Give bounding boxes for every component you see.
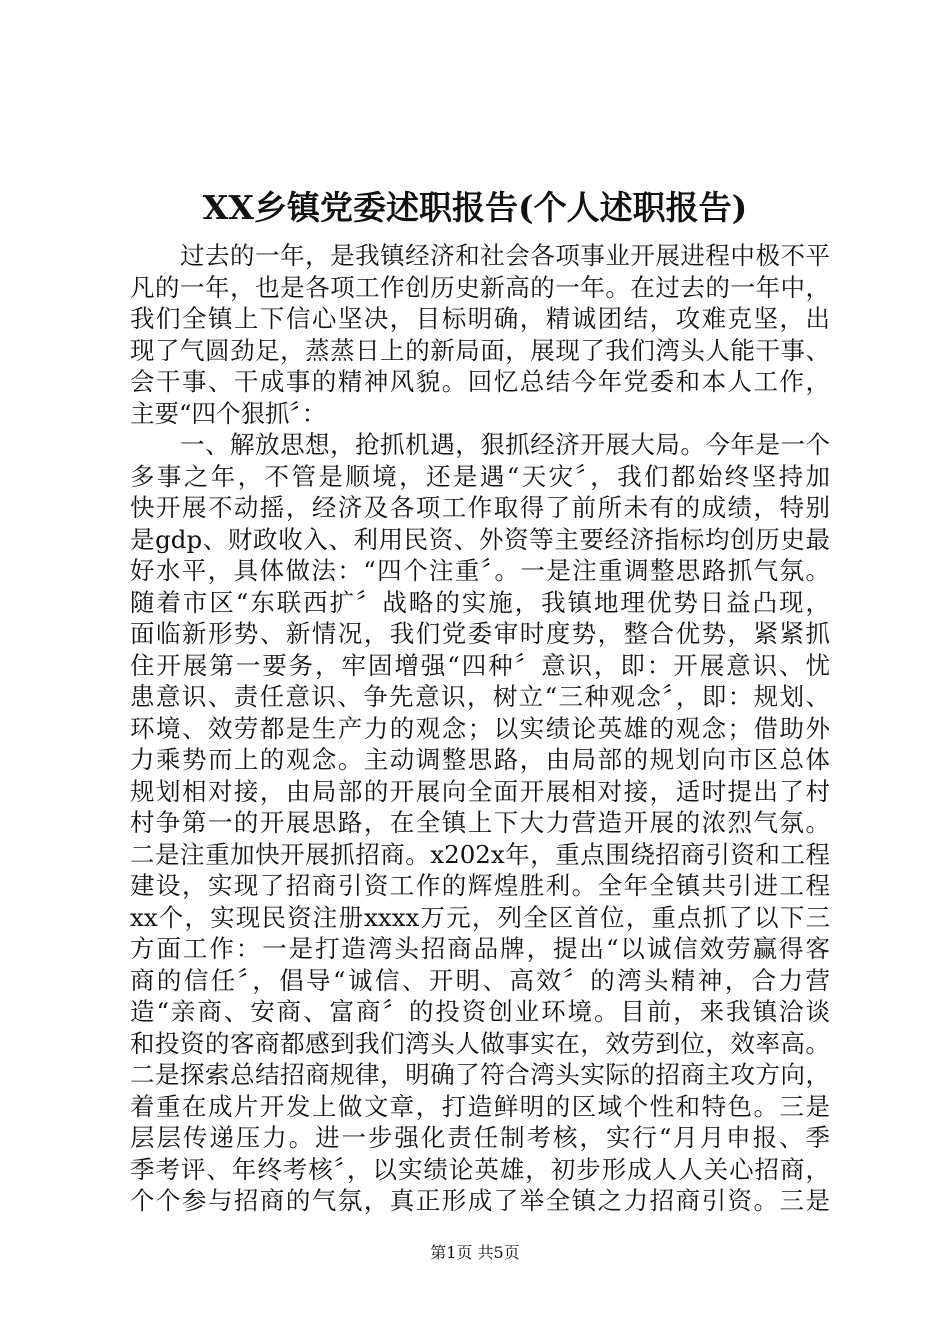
body-line: 快开展不动摇，经济及各项工作取得了前所未有的成绩，特别 xyxy=(130,493,830,522)
body-line: 着重在成片开发上做文章，打造鲜明的区域个性和特色。三是 xyxy=(130,1091,830,1121)
document-body xyxy=(130,240,830,1217)
body-line: 随着市区“东联西扩〞战略的实施，我镇地理优势日益凸现， xyxy=(130,587,830,617)
body-line: xx个，实现民资注册xxxx万元，列全区首位，重点抓了以下三 xyxy=(130,902,830,932)
document-title: XX乡镇党委述职报告(个人述职报告) xyxy=(202,188,748,227)
page-number: 第1页 共5页 xyxy=(430,1243,520,1262)
body-line: 规划相对接，由局部的开展向全面开展相对接，适时提出了村 xyxy=(130,776,830,806)
body-line: 面临新形势、新情况，我们党委审时度势，整合优势，紧紧抓 xyxy=(130,619,830,648)
body-line: 商的信任〞，倡导“诚信、开明、高效〞的湾头精神，合力营 xyxy=(130,965,830,995)
body-line: 力乘势而上的观念。主动调整思路，由局部的规划向市区总体 xyxy=(130,745,830,774)
body-line: 二是探索总结招商规律，明确了符合湾头实际的招商主攻方向， xyxy=(130,1060,830,1089)
body-line: 我们全镇上下信心坚决，目标明确，精诚团结，攻难克坚，出 xyxy=(130,304,830,333)
body-line: 多事之年，不管是顺境，还是遇“天灾〞，我们都始终坚持加 xyxy=(130,461,830,491)
body-line: 层层传递压力。进一步强化责任制考核，实行“月月申报、季 xyxy=(130,1123,830,1152)
body-line: 凡的一年，也是各项工作创历史新高的一年。在过去的一年中， xyxy=(130,272,830,302)
body-line: 村争第一的开展思路，在全镇上下大力营造开展的浓烈气氛。 xyxy=(130,808,830,837)
body-line: 和投资的客商都感到我们湾头人做事实在，效劳到位，效率高。 xyxy=(130,1028,830,1058)
body-line: 患意识、责任意识、争先意识，树立“三种观念〞，即：规划、 xyxy=(130,682,830,711)
body-line: 会干事、干成事的精神风貌。回忆总结今年党委和本人工作， xyxy=(130,367,830,396)
body-line: 住开展第一要务，牢固增强“四种〞意识，即：开展意识、忧 xyxy=(130,650,830,680)
body-line: 建设，实现了招商引资工作的辉煌胜利。全年全镇共引进工程 xyxy=(130,871,830,900)
body-line: 二是注重加快开展抓招商。x202x年，重点围绕招商引资和工程 xyxy=(130,839,830,869)
body-line: 主要“四个狠抓〞： xyxy=(130,398,327,428)
body-line: 造“亲商、安商、富商〞的投资创业环境。目前，来我镇洽谈 xyxy=(130,997,830,1026)
body-line: 好水平，具体做法：“四个注重〞。一是注重调整思路抓气氛。 xyxy=(130,556,830,585)
body-line: 过去的一年，是我镇经济和社会各项事业开展进程中极不平 xyxy=(180,241,830,270)
body-line: 现了气圆劲足，蒸蒸日上的新局面，展现了我们湾头人能干事、 xyxy=(130,335,830,365)
body-line: 一、解放思想，抢抓机遇，狠抓经济开展大局。今年是一个 xyxy=(180,430,830,459)
body-line: 是gdp、财政收入、利用民资、外资等主要经济指标均创历史最 xyxy=(130,524,830,554)
body-line: 季考评、年终考核〞，以实绩论英雄，初步形成人人关心招商， xyxy=(130,1154,830,1184)
body-line: 个个参与招商的气氛，真正形成了举全镇之力招商引资。三是 xyxy=(130,1186,830,1215)
body-line: 环境、效劳都是生产力的观念；以实绩论英雄的观念；借助外 xyxy=(130,713,830,743)
body-line: 方面工作：一是打造湾头招商品牌，提出“以诚信效劳赢得客 xyxy=(130,934,830,963)
